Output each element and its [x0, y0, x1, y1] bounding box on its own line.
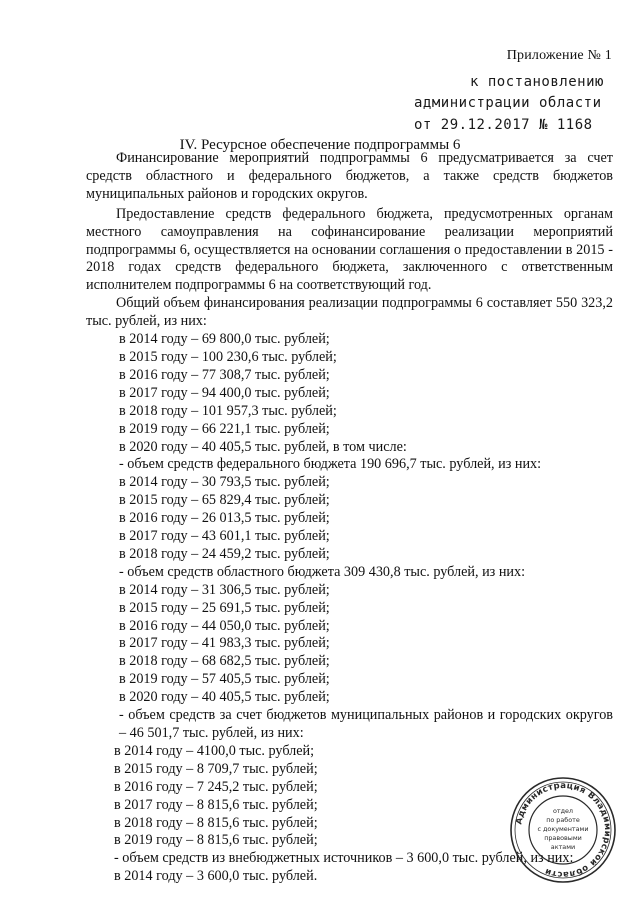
list-item-total-2016: в 2016 году – 77 308,7 тыс. рублей;: [119, 366, 330, 383]
stamp-line-date-number: от 29.12.2017 № 1168: [414, 117, 593, 133]
list-item-municipal-2014: в 2014 году – 4100,0 тыс. рублей;: [114, 742, 315, 759]
list-item-regional-2015: в 2015 году – 25 691,5 тыс. рублей;: [119, 599, 330, 616]
seal-ring-text: Администрация Владимирской области: [514, 780, 613, 880]
section-title: IV. Ресурсное обеспечение подпрограммы 6: [179, 137, 461, 153]
list-item-municipal-2015: в 2015 году – 8 709,7 тыс. рублей;: [114, 760, 318, 777]
appendix-label: Приложение № 1: [506, 48, 612, 63]
list-item-regional-2018: в 2018 году – 68 682,5 тыс. рублей;: [119, 653, 330, 670]
paragraph-federal-funds: Предоставление средств федерального бюджета, предусмотренных органам местного самоуправления на софинансирование реализации мероприятий подпрограммы 6, осуществляется на основании соглашения о предоставлении в 2015 - 2018 годах средств федерального бюджета, заключенного с ответственным исполнителем подпрограммы 6 на соответствующий год.: [86, 205, 613, 294]
list-item-federal-2014: в 2014 году – 30 793,5 тыс. рублей;: [119, 474, 330, 491]
list-item-total-2015: в 2015 году – 100 230,6 тыс. рублей;: [119, 348, 337, 365]
list-item-regional-2016: в 2016 году – 44 050,0 тыс. рублей;: [119, 617, 330, 634]
list-item-regional-2020: в 2020 году – 40 405,5 тыс. рублей;: [119, 689, 330, 706]
extrabudget-intro: - объем средств из внебюджетных источников – 3 600,0 тыс. рублей, из них:: [114, 850, 574, 867]
list-item-federal-2018: в 2018 году – 24 459,2 тыс. рублей;: [119, 545, 330, 562]
list-item-total-2018: в 2018 году – 101 957,3 тыс. рублей;: [119, 402, 337, 419]
municipal-intro: - объем средств за счет бюджетов муниципальных районов и городских округов – 46 501,7 тыс. рублей, из них:: [119, 707, 613, 741]
list-item-regional-2017: в 2017 году – 41 983,3 тыс. рублей;: [119, 635, 330, 652]
official-seal: [508, 775, 618, 885]
list-item-federal-2017: в 2017 году – 43 601,1 тыс. рублей;: [119, 528, 330, 545]
seal-line-5: актами: [550, 843, 576, 851]
stamp-line-administration: администрации области: [414, 95, 602, 111]
list-item-regional-2019: в 2019 году – 57 405,5 тыс. рублей;: [119, 671, 330, 688]
list-item-total-2020: в 2020 году – 40 405,5 тыс. рублей, в том числе:: [119, 438, 407, 455]
list-item-total-2014: в 2014 году – 69 800,0 тыс. рублей;: [119, 331, 330, 348]
list-item-municipal-2017: в 2017 году – 8 815,6 тыс. рублей;: [114, 796, 318, 813]
seal-line-1: отдел: [552, 807, 574, 815]
list-item-federal-2015: в 2015 году – 65 829,4 тыс. рублей;: [119, 492, 330, 509]
stamp-line-resolution: к постановлению: [470, 74, 604, 90]
list-item-municipal-2018: в 2018 году – 8 815,6 тыс. рублей;: [114, 814, 318, 831]
list-item-total-2019: в 2019 году – 66 221,1 тыс. рублей;: [119, 420, 330, 437]
seal-line-3: с документами: [537, 825, 589, 833]
paragraph-financing: Финансирование мероприятий подпрограммы 6 предусматривается за счет средств областного и федерального бюджетов, а также средств бюджетов муниципальных районов и городских округов.: [86, 150, 613, 202]
list-item-federal-2016: в 2016 году – 26 013,5 тыс. рублей;: [119, 510, 330, 527]
federal-intro: - объем средств федерального бюджета 190 696,7 тыс. рублей, из них:: [119, 456, 542, 473]
regional-intro: - объем средств областного бюджета 309 430,8 тыс. рублей, из них:: [119, 563, 526, 580]
list-item-municipal-2016: в 2016 году – 7 245,2 тыс. рублей;: [114, 778, 318, 795]
list-item-municipal-2019: в 2019 году – 8 815,6 тыс. рублей;: [114, 832, 318, 849]
list-item-regional-2014: в 2014 году – 31 306,5 тыс. рублей;: [119, 581, 330, 598]
list-item-total-2017: в 2017 году – 94 400,0 тыс. рублей;: [119, 384, 330, 401]
seal-line-4: правовыми: [544, 834, 582, 842]
list-item-extrabudget-2014: в 2014 году – 3 600,0 тыс. рублей.: [114, 868, 318, 885]
seal-line-2: по работе: [546, 816, 580, 824]
paragraph-total-volume: Общий объем финансирования реализации подпрограммы 6 составляет 550 323,2 тыс. рублей, из них:: [86, 295, 613, 330]
